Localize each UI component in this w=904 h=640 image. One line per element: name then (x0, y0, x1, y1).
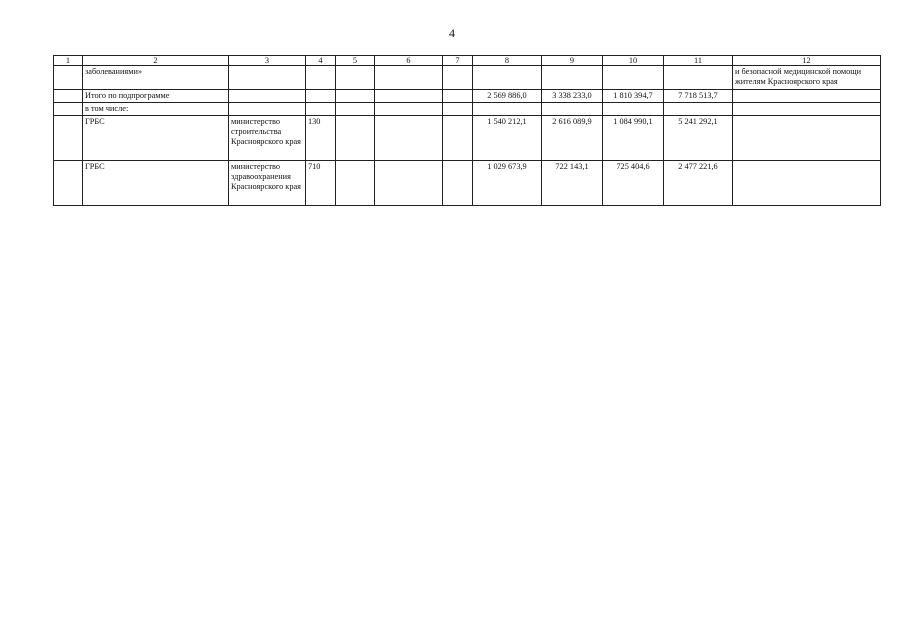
table-cell (733, 90, 881, 103)
table-cell (336, 116, 375, 161)
header-col-4: 4 (306, 56, 336, 66)
header-col-10: 10 (603, 56, 664, 66)
table-cell-value: 1 084 990,1 (603, 116, 664, 161)
table-cell (306, 103, 336, 116)
table-cell-value: 1 540 212,1 (473, 116, 542, 161)
budget-table (53, 55, 881, 206)
header-col-6: 6 (375, 56, 443, 66)
table-cell-value: 1 810 394,7 (603, 90, 664, 103)
table-cell (443, 66, 473, 90)
table-cell-agency: министерство строительства Красноярского края (229, 116, 306, 161)
page-number: 4 (449, 26, 455, 40)
table-cell (443, 161, 473, 206)
table-cell (542, 66, 603, 90)
table-cell (473, 103, 542, 116)
table-cell-value: 725 404,6 (603, 161, 664, 206)
table-cell (375, 90, 443, 103)
table-cell-name: ГРБС (83, 161, 229, 206)
table-cell (375, 161, 443, 206)
table-cell (336, 66, 375, 90)
table-cell (603, 66, 664, 90)
table-cell-value: 2 569 886,0 (473, 90, 542, 103)
table-cell (229, 66, 306, 90)
header-col-2: 2 (83, 56, 229, 66)
table-cell (443, 103, 473, 116)
table-cell (375, 103, 443, 116)
table-cell-value: 1 029 673,9 (473, 161, 542, 206)
table-cell (336, 161, 375, 206)
table-cell (733, 116, 881, 161)
table-cell (54, 116, 83, 161)
header-col-3: 3 (229, 56, 306, 66)
table-cell (443, 116, 473, 161)
table-cell (375, 116, 443, 161)
header-col-9: 9 (542, 56, 603, 66)
table-cell-name: заболеваниями» (83, 66, 229, 90)
table-cell (733, 103, 881, 116)
header-col-5: 5 (336, 56, 375, 66)
header-col-12: 12 (733, 56, 881, 66)
header-col-11: 11 (664, 56, 733, 66)
table-cell (443, 90, 473, 103)
table-cell (229, 90, 306, 103)
table-cell-value: 2 477 221,6 (664, 161, 733, 206)
table-cell-name: в том числе: (83, 103, 229, 116)
table-cell-value: 2 616 089,9 (542, 116, 603, 161)
table-cell-agency: министерство здравоохранения Красноярского края (229, 161, 306, 206)
table-cell-value: 3 338 233,0 (542, 90, 603, 103)
table-cell (54, 90, 83, 103)
table-cell (54, 66, 83, 90)
table-row-grbs (54, 116, 881, 161)
table-cell (336, 103, 375, 116)
table-cell-value: 7 718 513,7 (664, 90, 733, 103)
table-row-grbs (54, 161, 881, 206)
table-cell (336, 90, 375, 103)
table-cell-name: ГРБС (83, 116, 229, 161)
table-cell (229, 103, 306, 116)
table-cell (603, 103, 664, 116)
table-cell (473, 66, 542, 90)
table-cell (664, 66, 733, 90)
table-row-total (54, 90, 881, 103)
header-row (54, 56, 881, 66)
table-row-continuation (54, 66, 881, 90)
table-cell (664, 103, 733, 116)
table-cell (54, 103, 83, 116)
table-cell-name: Итого по подпрограмме (83, 90, 229, 103)
table-cell-code: 710 (306, 161, 336, 206)
table-cell (375, 66, 443, 90)
header-col-7: 7 (443, 56, 473, 66)
table-cell (306, 66, 336, 90)
table-cell-code: 130 (306, 116, 336, 161)
header-col-1: 1 (54, 56, 83, 66)
table-cell (306, 90, 336, 103)
header-col-8: 8 (473, 56, 542, 66)
table-cell-value: 722 143,1 (542, 161, 603, 206)
table-cell-result: и безопасной медицинской помощи жителям Красноярского края (733, 66, 881, 90)
table-cell (54, 161, 83, 206)
table-cell (542, 103, 603, 116)
table-row-including (54, 103, 881, 116)
table-cell-value: 5 241 292,1 (664, 116, 733, 161)
table-cell (733, 161, 881, 206)
